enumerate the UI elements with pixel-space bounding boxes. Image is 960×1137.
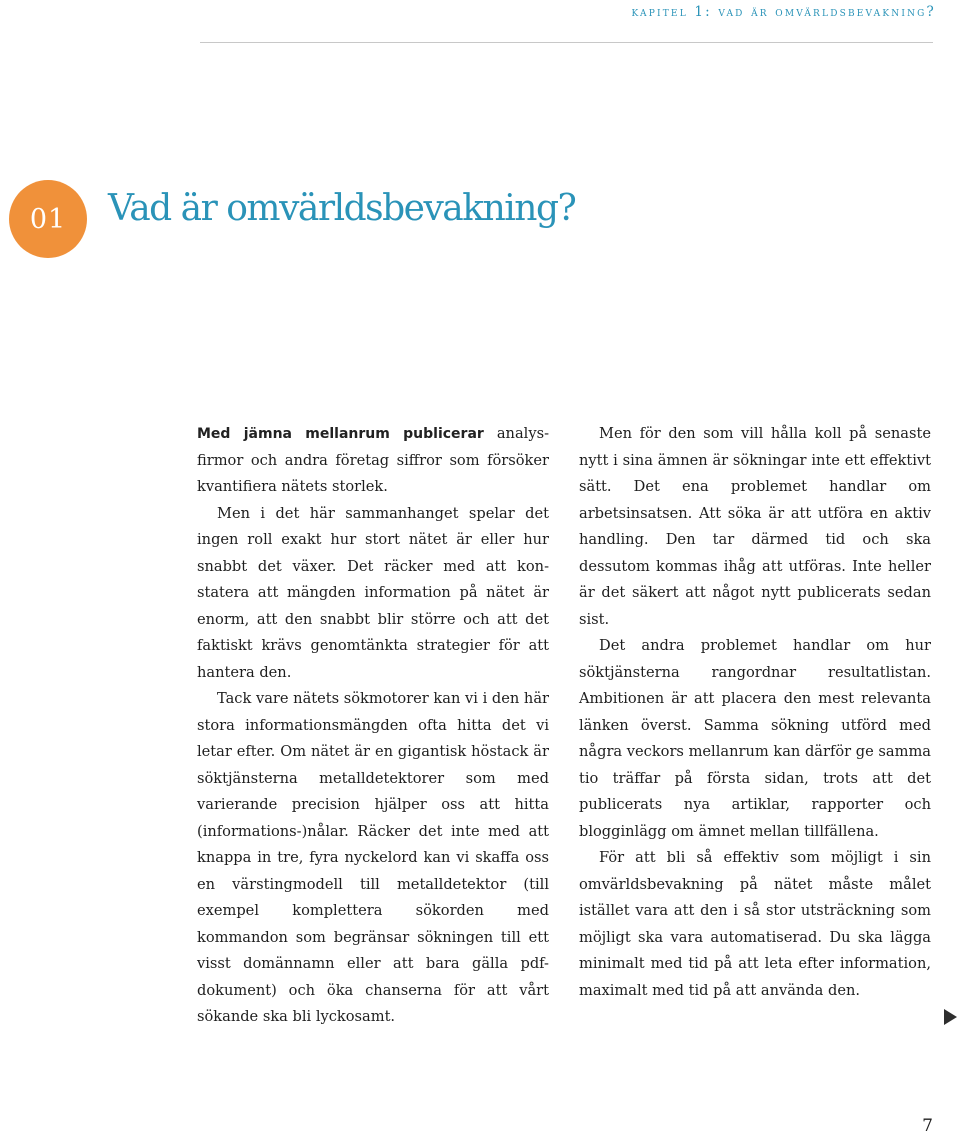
paragraph: Tack vare nätets sökmotorer kan vi i den här stora informationsmängden ofta hitta det vi letar efter. Om nätet är en gigantisk höstack är söktjänsterna metalldetektorer som med varierande precision hjälper oss att hitta (informations-)nålar. Räcker det inte med att knappa in tre, fyra nyckelord kan vi skaffa oss en värstingmodell till metalldetektor (till exempel komplettera sökorden med kommandon som begränsar sökningen till ett visst domännamn eller att bara gälla pdf-dokument) och öka chanserna för att vårt sökande ska bli lyckosamt. <box>197 690 549 1025</box>
right-text-column <box>579 421 931 1004</box>
paragraph: Men i det här sammanhanget spelar det ingen roll exakt hur stort nätet är eller hur snabbt det växer. Det räcker med att konstatera att mängden information på nätet är enorm, att den snabbt blir större och att det faktiskt krävs genomtänkta strategier för att hantera den. <box>197 504 549 681</box>
page-number: 7 <box>922 1116 933 1136</box>
lead-in-text: Med jämna mellanrum publicerar <box>197 426 484 442</box>
paragraph-text: analysfirmor och andra företag siffror som försöker kvantifiera nätets storlek. <box>197 425 549 495</box>
paragraph: Men för den som vill hålla koll på senaste nytt i sina ämnen är sökningar inte ett effektivt sätt. Det ena problemet handlar om arbetsinsatsen. Att söka är att utföra en aktiv handling. Den tar därmed tid och ska dessutom kommas ihåg att utföras. Inte heller är det säkert att något nytt publicerats sedan sist. <box>579 425 931 628</box>
paragraph <box>197 421 549 501</box>
chapter-title: Vad är omvärldsbevakning? <box>108 188 576 229</box>
paragraph: Det andra problemet handlar om hur söktjänsterna rangordnar resultatlistan. Ambitionen är att placera den mest relevanta länken överst. Samma sökning utförd med några veckors mellanrum kan därför ge samma tio träffar på första sidan, trots att det publicerats nya artiklar, rapporter och blogginlägg om ämnet mellan tillfällena. <box>579 637 931 840</box>
continue-arrow-icon <box>944 1009 957 1025</box>
running-header: kapitel 1: vad är omvärldsbevakning? <box>631 4 936 20</box>
header-divider <box>200 42 933 43</box>
paragraph: För att bli så effektiv som möjligt i sin omvärldsbevakning på nätet måste målet istället vara att den i så stor utsträckning som möjligt ska vara automatiserad. Du ska lägga minimalt med tid på att leta efter information, maximalt med tid på att använda den. <box>579 849 931 999</box>
chapter-number-badge: 01 <box>9 180 87 258</box>
left-text-column <box>197 421 549 1031</box>
